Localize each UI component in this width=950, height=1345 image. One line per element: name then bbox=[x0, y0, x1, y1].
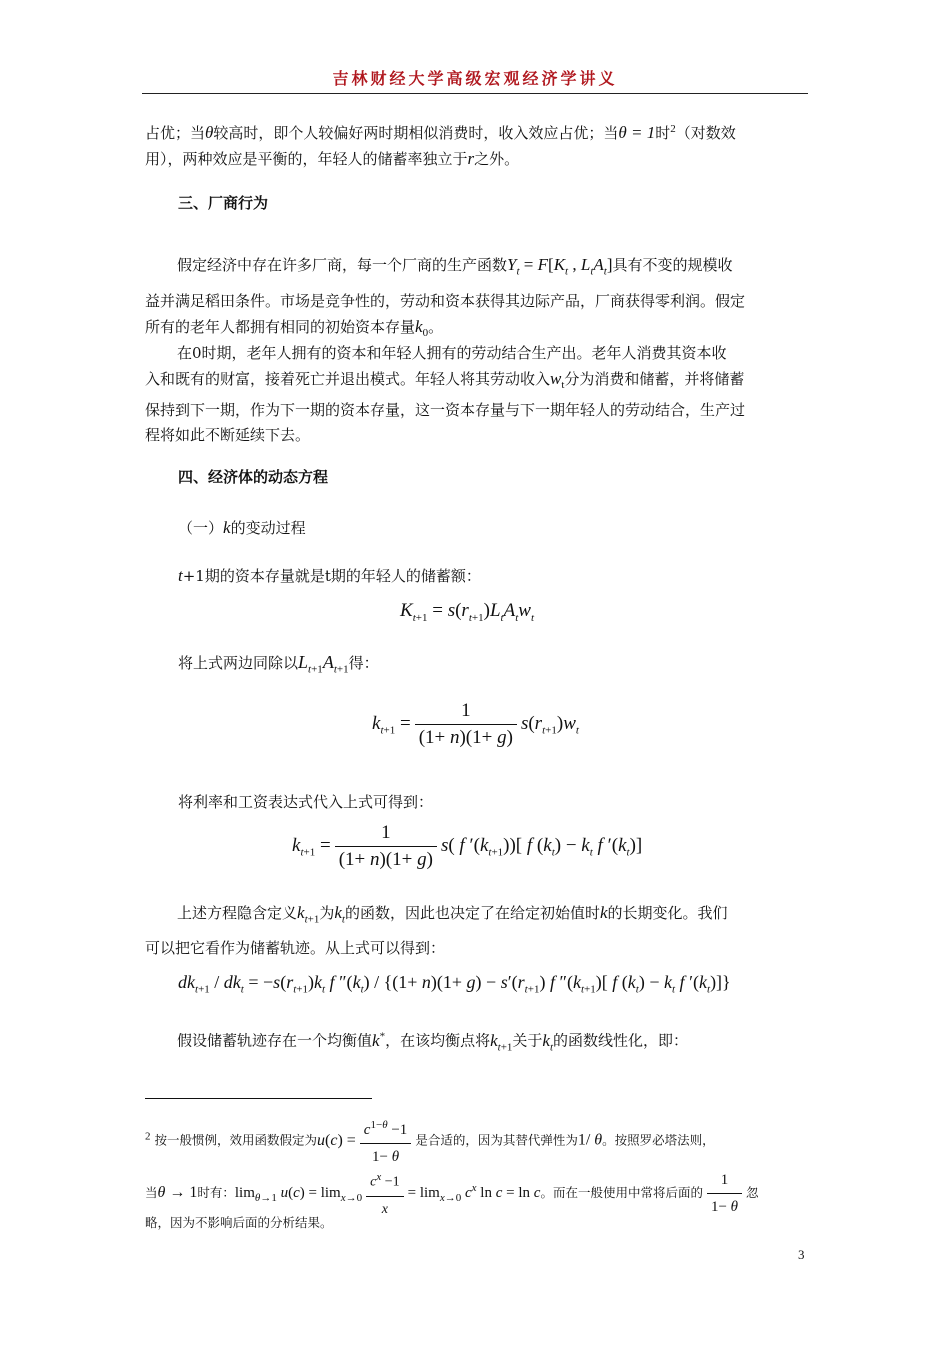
equation-capital-accumulation: $K_{t+1} = s(r_{t+1})L_tA_tw_t$ bbox=[400, 600, 534, 624]
section-heading-firms: 三、厂商行为 bbox=[178, 194, 269, 212]
equilibrium-paragraph: 假设储蓄轨迹存在一个均衡值k*，在该均衡点将$k_{t+1}$关于$k_t$的函数线性化，即： bbox=[177, 1030, 689, 1054]
footnote-ref: 2 bbox=[670, 123, 676, 135]
footnote-separator bbox=[145, 1098, 372, 1099]
header-rule bbox=[142, 93, 808, 94]
footnote-line1: $^2$ 按一般惯例，效用函数假定为u(c) = $\frac{c^{1-\theta} -1}{1- \theta}$ 是合适的，因为其替代弹性为1/ θ。按照罗必塔法则， bbox=[145, 1114, 809, 1168]
firms-paragraph-line1: 假定经济中存在许多厂商，每一个厂商的生产函数$Y_t = F[K_t$ , $L_tA_t$]具有不变的规模收 bbox=[177, 255, 733, 278]
implicit-definition-paragraph-2: 可以把它看作为储蓄轨迹。从上式可以得到： bbox=[145, 939, 446, 957]
equation-savings-locus: $k_{t+1}$ = $\frac{1}{(1+ n)(1+ g)}$ s( f $'(k_{t+1})$)[ f $(k_t) - k_t$ f $'(k_t)$] bbox=[292, 822, 643, 870]
running-header: 吉林财经大学高级宏观经济学讲义 bbox=[332, 69, 618, 88]
substitute-sentence: 将利率和工资表达式代入上式可得到： bbox=[178, 793, 434, 811]
firms-paragraph-rest: 益并满足稻田条件。市场是竞争性的，劳动和资本获得其边际产品，厂商获得零利润。假定 所有的老年人都拥有相同的初始资本存量$k_0$。 bbox=[145, 292, 746, 339]
intro-paragraph: 占优；当θ较高时，即个人较偏好两时期相似消费时，收入效应占优；当θ = 1时$^2$（对数效 用），两种效应是平衡的，年轻人的储蓄率独立于r之外。 bbox=[145, 123, 736, 168]
page-number: 3 bbox=[798, 1247, 805, 1262]
firms-paragraph-2: 在0时期，老年人拥有的资本和年轻人拥有的劳动结合生产出。老年人消费其资本收 入和既有的财富，接着死亡并退出模式。年轻人将其劳动收入$w_t$分为消费和储蓄，并将储蓄 保持到下一期，作为下一期的资本存量，这一资本存量与下一期年轻人的劳动结合，生产过 程将如此不断延续下去。 bbox=[145, 344, 746, 444]
subsection-heading: （一）k的变动过程 bbox=[178, 518, 306, 537]
section-heading-dynamics: 四、经济体的动态方程 bbox=[178, 468, 329, 486]
equation-slope: $dk_{t+1} / dk_t = -s(r_{t+1})k_t$ f $''(k_t) / \{(1+ n)(1+ g) - s'(r_{t+1})$ f $''(k_{t+1})$[ f $(k_t) - k_t$ f $'(k_t)$]} bbox=[178, 972, 731, 996]
footnote-line2: 当θ → 1时有：$\lim_{\theta\to 1} u(c) = \lim_{x\to 0}$ $\frac{c^x -1}{x}$ = $\lim_{x\to 0} c^x$ ln c = ln c。而在一般使用中常将后面的 $\frac{1}{1- \theta}$ 忽 bbox=[145, 1166, 809, 1221]
implicit-definition-paragraph: 上述方程隐含定义$k_{t+1}$为$k_t$的函数，因此也决定了在给定初始值时k的长期变化。我们 bbox=[177, 903, 728, 926]
footnote-line3: 略，因为不影响后面的分析结果。 bbox=[145, 1215, 333, 1230]
equation-k-per-effective-worker: $k_{t+1}$ = $\frac{1}{(1+ n)(1+ g)}$ $s(r_{t+1})w_t$ bbox=[372, 700, 579, 748]
capital-stock-sentence: t+1期的资本存量就是t期的年轻人的储蓄额： bbox=[178, 566, 481, 585]
production-function: $Y_t = F[K_t$ , $L_tA_t$] bbox=[507, 255, 613, 278]
divide-sentence: 将上式两边同除以$L_{t+1}A_{t+1}$得： bbox=[178, 652, 379, 676]
